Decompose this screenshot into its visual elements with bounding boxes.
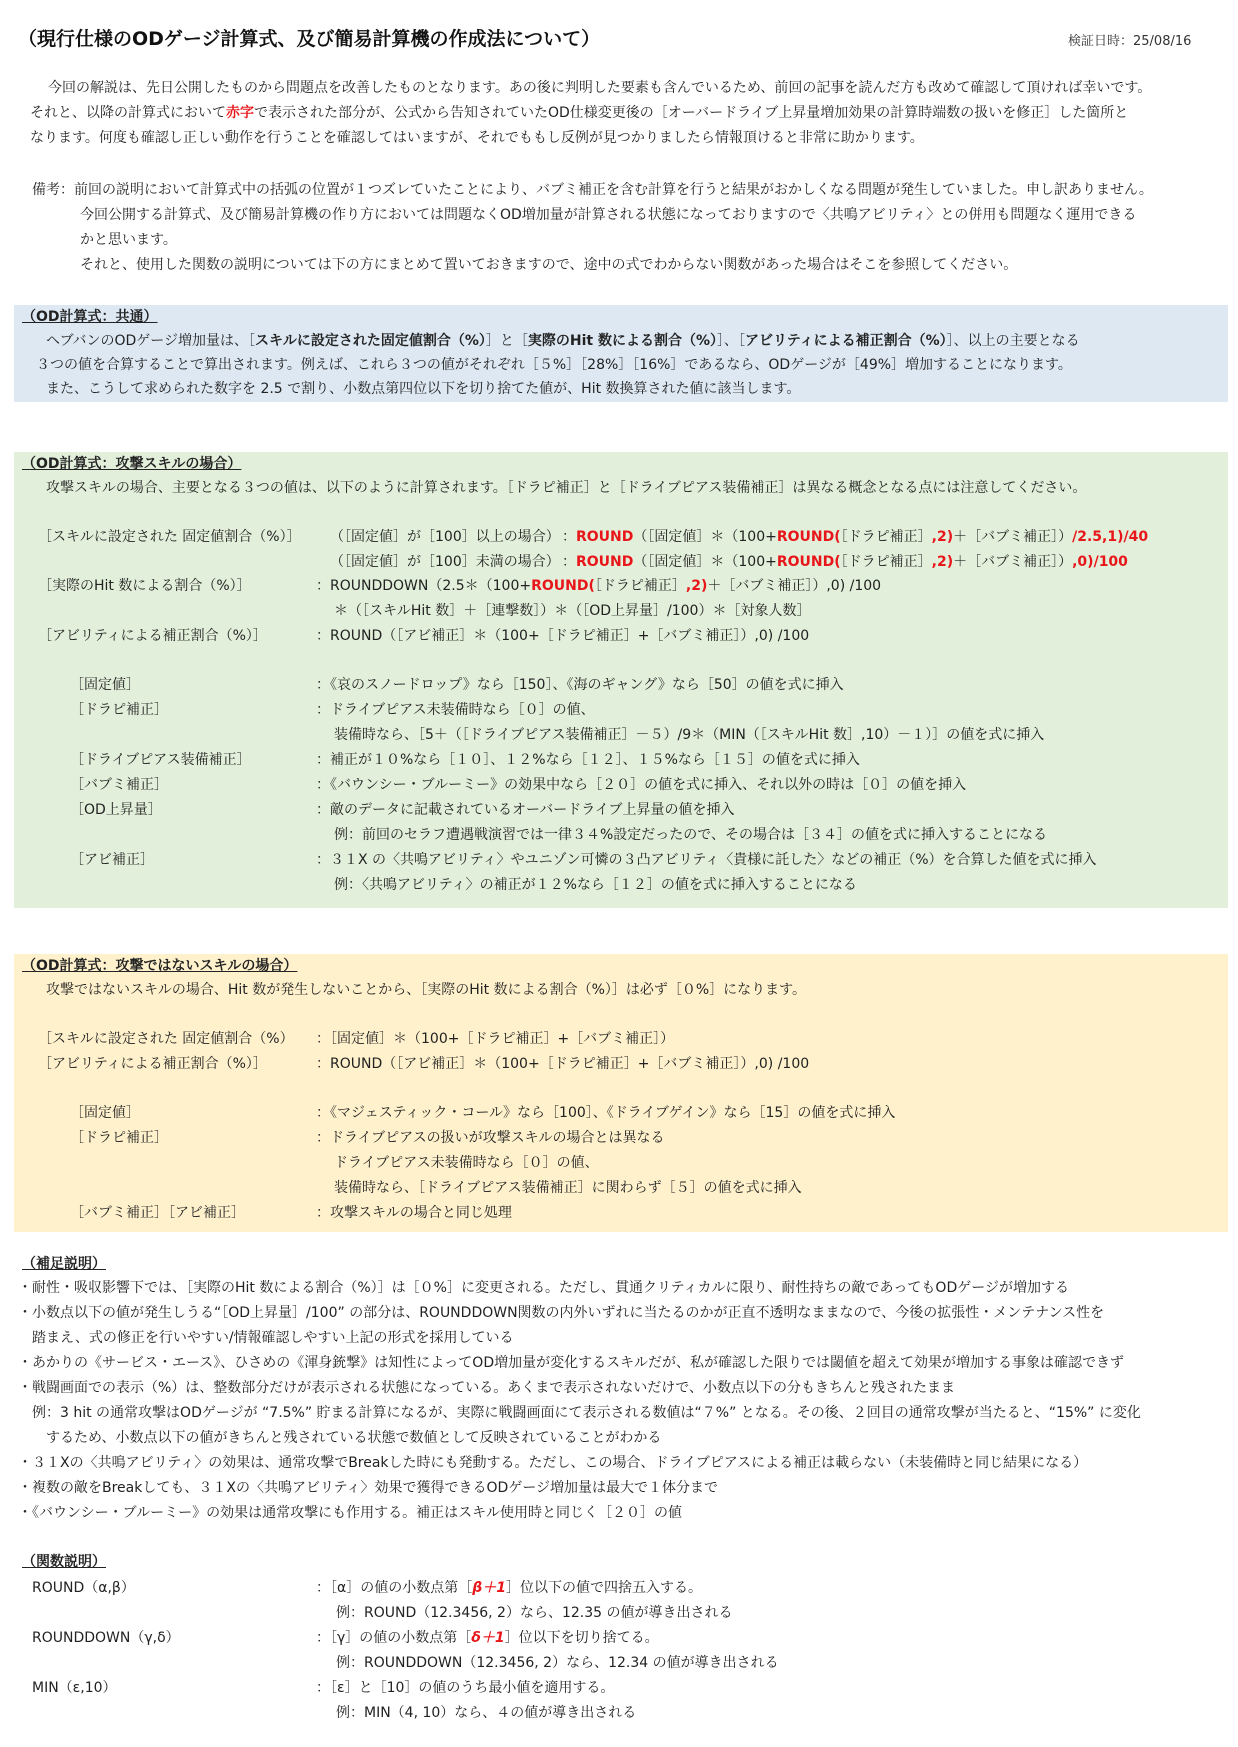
- nonattack-abi-formula: ：ROUND（［アビ補正］＊（100+［ドラピ補正］+［バブミ補正］）,0) /100: [316, 1056, 810, 1072]
- nonattack-section: [14, 954, 1228, 1232]
- def-desc: ：《バウンシー・ブルーミー》の効果中なら［２０］の値を式に挿入、それ以外の時は［０］の値を挿入: [316, 777, 967, 793]
- common-line-1: ヘブバンのODゲージ増加量は、［スキルに設定された固定値割合（%）］と［実際のHit 数による割合（%）］、［アビリティによる補正割合（%）］、以上の主要となる: [46, 333, 1080, 349]
- page-title: （現行仕様のODゲージ計算式、及び簡易計算機の作成法について）: [18, 28, 601, 50]
- def-term: ［固定値］: [70, 1105, 140, 1121]
- common-line-3: また、こうして求められた数字を 2.5 で割り、小数点第四位以下を切り捨てた値が、Hit 数換算された値に該当します。: [46, 381, 801, 397]
- function-desc: ：［γ］の値の小数点第［δ＋1］位以下を切り捨てる。: [316, 1630, 659, 1646]
- intro-line-2: それと、以降の計算式において赤字で表示された部分が、公式から告知されていたOD仕様変更後の［オーバードライブ上昇量増加効果の計算時端数の扱いを修正］した箇所と: [30, 105, 1129, 121]
- def-desc: ：《哀のスノードロップ》なら［150］、《海のギャング》なら［50］の値を式に挿入: [316, 677, 844, 693]
- def-term: ［アビ補正］: [70, 852, 154, 868]
- def-term: ［バブミ補正］: [70, 777, 168, 793]
- intro-line-3: なります。何度も確認し正しい動作を行うことを確認してはいますが、それでももし反例が見つかりましたら情報頂けると非常に助かります。: [30, 130, 924, 146]
- function-desc: ：［α］の値の小数点第［β＋1］位以下の値で四捨五入する。: [316, 1580, 702, 1596]
- supplement-line: 例：3 hit の通常攻撃はODゲージが “7.5%” 貯まる計算になるが、実際に戦闘画面にて表示される数値は“７%” となる。その後、２回目の通常攻撃が当たると、“15%” に変化: [18, 1405, 1141, 1421]
- def-desc: ：補正が１０%なら［１０］、１２%なら［１２］、１５%なら［１５］の値を式に挿入: [316, 752, 860, 768]
- intro-paragraph: [30, 76, 1220, 151]
- supplement-line: ・戦闘画面での表示（%）は、整数部分だけが表示される状態になっている。あくまで表示されないだけで、小数点以下の分もきちんと残されたまま: [18, 1380, 956, 1396]
- common-line-2: ３つの値を合算することで算出されます。例えば、これら３つの値がそれぞれ［５%］［28%］［16%］であるなら、ODゲージが［49%］増加することになります。: [36, 357, 1072, 373]
- supplement-line: ・３１Xの〈共鳴アビリティ〉の効果は、通常攻撃でBreakした時にも発動する。ただし、この場合、ドライブピアスによる補正は載らない（未装備時と同じ結果になる）: [18, 1455, 1088, 1471]
- attack-formula-ge: ：ROUND（［固定値］＊（100+ROUND(［ドラピ補正］,2)＋［バブミ補正］）/2.5,1)/40: [562, 529, 1149, 545]
- attack-cond-lt: （［固定値］が［100］未満の場合）: [330, 554, 560, 570]
- def-desc: ：敵のデータに記載されているオーバードライブ上昇量の値を挿入: [316, 802, 735, 818]
- remark-paragraph: [32, 178, 1222, 278]
- supplement-heading: （補足説明）: [22, 1256, 106, 1272]
- attack-hit-formula-2: ＊（［スキルHit 数］＋［連撃数］）＊（［OD上昇量］/100）＊［対象人数］: [334, 603, 811, 619]
- attack-heading: （OD計算式：攻撃スキルの場合）: [22, 456, 242, 472]
- functions-heading: （関数説明）: [22, 1554, 106, 1570]
- nonattack-intro: 攻撃ではないスキルの場合、Hit 数が発生しないことから、［実際のHit 数による割合（%）］は必ず［０%］になります。: [46, 982, 807, 998]
- supplement-line: ・《バウンシー・ブルーミー》の効果は通常攻撃にも作用する。補正はスキル使用時と同じく［２０］の値: [18, 1505, 682, 1521]
- attack-cond-ge: （［固定値］が［100］以上の場合）: [330, 529, 560, 545]
- def-term: ［OD上昇量］: [70, 802, 162, 818]
- common-section: [14, 305, 1228, 402]
- def-desc: ：ドライブピアスの扱いが攻撃スキルの場合とは異なる: [316, 1130, 665, 1146]
- def-desc: ：《マジェスティック・コール》なら［100］、《ドライブゲイン》なら［15］の値を式に挿入: [316, 1105, 896, 1121]
- def-desc: ドライブピアス未装備時なら［０］の値、: [334, 1155, 599, 1171]
- nonattack-abi-label: ［アビリティによる補正割合（%）］: [38, 1056, 267, 1072]
- def-desc: ：攻撃スキルの場合と同じ処理: [316, 1205, 512, 1221]
- nonattack-heading: （OD計算式：攻撃ではないスキルの場合）: [22, 958, 298, 974]
- attack-formula-lt: ：ROUND（［固定値］＊（100+ROUND(［ドラピ補正］,2)＋［バブミ補正］）,0)/100: [562, 554, 1128, 570]
- remark-line-1: 備考：前回の説明において計算式中の括弧の位置が１つズレていたことにより、バブミ補正を含む計算を行うと結果がおかしくなる問題が発生していました。申し訳ありません。: [32, 182, 1153, 198]
- verification-date: 検証日時：25/08/16: [1068, 34, 1192, 49]
- common-heading: （OD計算式：共通）: [22, 309, 158, 325]
- def-term: ［ドラピ補正］: [70, 1130, 168, 1146]
- supplement-line: 踏まえ、式の修正を行いやすい/情報確認しやすい上記の形式を採用している: [18, 1330, 514, 1346]
- attack-abi-formula: ：ROUND（［アビ補正］＊（100+［ドラピ補正］+［バブミ補正］）,0) /100: [316, 628, 810, 644]
- def-term: ［バブミ補正］［アビ補正］: [70, 1205, 245, 1221]
- function-example: 例：MIN（4, 10）なら、４の値が導き出される: [336, 1705, 637, 1721]
- def-term: ［ドライブピアス装備補正］: [70, 752, 251, 768]
- def-desc: 装備時なら、［ドライブピアス装備補正］に関わらず［５］の値を式に挿入: [334, 1180, 802, 1196]
- attack-fixed-label: ［スキルに設定された 固定値割合（%）］: [38, 529, 301, 545]
- remark-line-3: かと思います。: [80, 232, 177, 248]
- def-desc: 装備時なら、［5＋（［ドライブピアス装備補正］－５）/9＊（MIN（［スキルHit 数］,10）－１）］の値を式に挿入: [334, 727, 1045, 743]
- attack-hit-label: ［実際のHit 数による割合（%）］: [38, 578, 251, 594]
- remark-line-4: それと、使用した関数の説明については下の方にまとめて置いておきますので、途中の式でわからない関数があった場合はそこを参照してください。: [80, 257, 1018, 273]
- def-desc: 例：前回のセラフ遭遇戦演習では一律３４%設定だったので、その場合は［３４］の値を式に挿入することになる: [334, 827, 1048, 843]
- remark-line-2: 今回公開する計算式、及び簡易計算機の作り方においては問題なくOD増加量が計算される状態になっておりますので〈共鳴アビリティ〉との併用も問題なく運用できる: [80, 207, 1137, 223]
- intro-line-1: 今回の解説は、先日公開したものから問題点を改善したものとなります。あの後に判明した要素も含んでいるため、前回の記事を読んだ方も改めて確認して頂ければ幸いです。: [48, 80, 1152, 96]
- function-desc: ：［ε］と［10］の値のうち最小値を適用する。: [316, 1680, 615, 1696]
- supplement-line: するため、小数点以下の値がきちんと残されている状態で数値として反映されていることがわかる: [18, 1430, 662, 1446]
- def-desc: 例：〈共鳴アビリティ〉の補正が１２%なら［１２］の値を式に挿入することになる: [334, 877, 857, 893]
- attack-section: [14, 452, 1228, 908]
- supplement-line: ・小数点以下の値が発生しうる“［OD上昇量］/100” の部分は、ROUNDDOWN関数の内外いずれに当たるのかが正直不透明なままなので、今後の拡張性・メンテナンス性を: [18, 1305, 1105, 1321]
- supplement-line: ・あかりの《サービス・エース》、ひさめの《渾身銃撃》は知性によってOD増加量が変化するスキルだが、私が確認した限りでは閾値を超えて効果が増加する事象は確認できず: [18, 1355, 1124, 1371]
- nonattack-fixed-formula: ：［固定値］＊（100+［ドラピ補正］+［バブミ補正］）: [316, 1031, 675, 1047]
- function-name: ROUNDDOWN（γ,δ）: [32, 1630, 180, 1646]
- def-desc: ：３１X の〈共鳴アビリティ〉やユニゾン可憐の３凸アビリティ〈貴様に託した〉などの補正（%）を合算した値を式に挿入: [316, 852, 1097, 868]
- red-text-keyword: 赤字: [226, 105, 254, 121]
- def-term: ［ドラピ補正］: [70, 702, 168, 718]
- nonattack-fixed-label: ［スキルに設定された 固定値割合（%）: [38, 1031, 294, 1047]
- supplement-line: ・耐性・吸収影響下では、［実際のHit 数による割合（%）］は［０%］に変更される。ただし、貫通クリティカルに限り、耐性持ちの敵であってもODゲージが増加する: [18, 1280, 1069, 1296]
- def-term: ［固定値］: [70, 677, 140, 693]
- attack-hit-formula: ：ROUNDDOWN（2.5＊（100+ROUND(［ドラピ補正］,2)＋［バブミ補正］）,0) /100: [316, 578, 882, 594]
- attack-abi-label: ［アビリティによる補正割合（%）］: [38, 628, 267, 644]
- attack-intro: 攻撃スキルの場合、主要となる３つの値は、以下のように計算されます。［ドラピ補正］と［ドライブピアス装備補正］は異なる概念となる点には注意してください。: [46, 480, 1087, 496]
- function-name: MIN（ε,10）: [32, 1680, 117, 1696]
- function-example: 例：ROUNDDOWN（12.3456, 2）なら、12.34 の値が導き出される: [336, 1655, 779, 1671]
- function-example: 例：ROUND（12.3456, 2）なら、12.35 の値が導き出される: [336, 1605, 733, 1621]
- function-name: ROUND（α,β）: [32, 1580, 135, 1596]
- def-desc: ：ドライブピアス未装備時なら［０］の値、: [316, 702, 595, 718]
- supplement-line: ・複数の敵をBreakしても、３１Xの〈共鳴アビリティ〉効果で獲得できるODゲージ増加量は最大で１体分まで: [18, 1480, 719, 1496]
